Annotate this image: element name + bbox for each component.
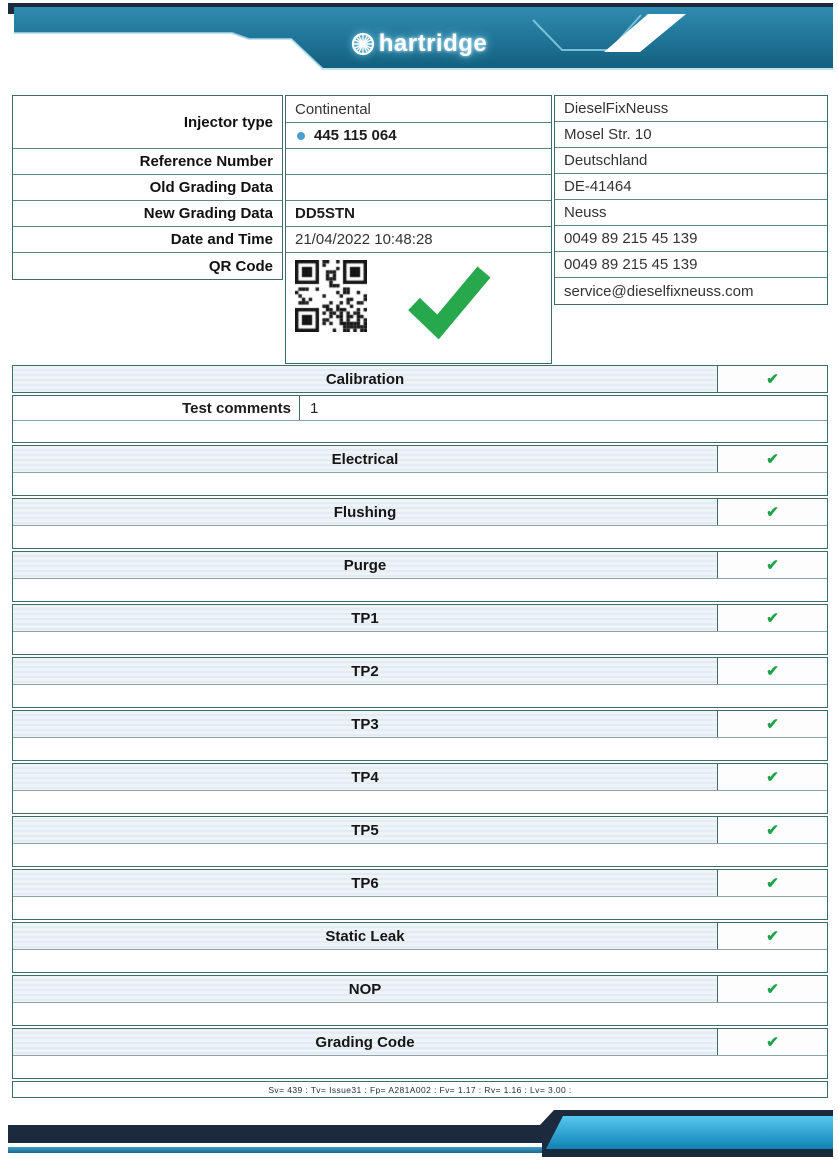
test-section-spacer-row bbox=[13, 737, 827, 760]
test-result-cell bbox=[717, 658, 827, 684]
test-section-tp1 bbox=[12, 604, 828, 655]
test-results-table bbox=[12, 365, 828, 1098]
test-section-header bbox=[13, 711, 827, 737]
value-old-grading-data bbox=[286, 175, 551, 201]
test-result-cell bbox=[717, 605, 827, 631]
test-result-cell bbox=[717, 446, 827, 472]
address-line: 0049 89 215 45 139 bbox=[555, 252, 827, 278]
test-section-header bbox=[13, 499, 827, 525]
test-result-cell bbox=[717, 711, 827, 737]
test-section-header bbox=[13, 1029, 827, 1055]
check-icon: ✔ bbox=[766, 927, 779, 945]
test-section-static-leak bbox=[12, 922, 828, 973]
test-result-cell bbox=[717, 552, 827, 578]
test-section-tp3 bbox=[12, 710, 828, 761]
footer-blue-band bbox=[546, 1116, 833, 1149]
address-line: service@dieselfixneuss.com bbox=[564, 282, 754, 300]
address-line: Deutschland bbox=[555, 148, 827, 174]
value-date-time: 21/04/2022 10:48:28 bbox=[286, 227, 551, 253]
test-section-header bbox=[13, 870, 827, 896]
test-section-title: TP6 bbox=[351, 874, 379, 892]
qr-code-image bbox=[295, 260, 367, 332]
test-section-title: TP5 bbox=[351, 821, 379, 839]
check-icon: ✔ bbox=[766, 450, 779, 468]
test-section-title: TP1 bbox=[351, 609, 379, 627]
label-old-grading-data: Old Grading Data bbox=[13, 175, 282, 201]
info-label-column bbox=[12, 95, 283, 280]
test-section-nop bbox=[12, 975, 828, 1026]
test-section-spacer-row bbox=[13, 525, 827, 548]
check-icon: ✔ bbox=[766, 874, 779, 892]
test-section-header bbox=[13, 764, 827, 790]
brand-name: hartridge bbox=[378, 30, 488, 57]
label-qr-code: QR Code bbox=[208, 257, 273, 275]
workshop-address-column bbox=[554, 95, 828, 305]
test-section-header bbox=[13, 552, 827, 578]
test-section-tp6 bbox=[12, 869, 828, 920]
test-section-spacer-row bbox=[13, 790, 827, 813]
check-icon: ✔ bbox=[766, 715, 779, 733]
qr-code-cell bbox=[286, 253, 551, 363]
label-new-grading-data: New Grading Data bbox=[13, 201, 282, 227]
test-comments-row bbox=[13, 396, 827, 420]
test-section-flushing bbox=[12, 498, 828, 549]
check-icon: ✔ bbox=[766, 980, 779, 998]
brand-logo bbox=[0, 30, 838, 58]
test-section-title: TP4 bbox=[351, 768, 379, 786]
test-section-spacer-row bbox=[13, 843, 827, 866]
test-section-calibration bbox=[12, 365, 828, 393]
test-section-spacer-row bbox=[13, 631, 827, 654]
test-result-cell bbox=[717, 976, 827, 1002]
check-icon: ✔ bbox=[766, 503, 779, 521]
value-manufacturer: Continental bbox=[286, 96, 551, 123]
test-section-header bbox=[13, 658, 827, 684]
value-new-grading-data: DD5STN bbox=[286, 201, 551, 227]
test-comments-box bbox=[12, 395, 828, 443]
test-section-title: Flushing bbox=[333, 503, 397, 521]
test-section-spacer-row bbox=[13, 896, 827, 919]
test-comments-label: Test comments bbox=[13, 396, 300, 420]
address-line: DE-41464 bbox=[555, 174, 827, 200]
test-section-spacer-row bbox=[13, 1055, 827, 1078]
test-section-header bbox=[13, 923, 827, 949]
test-result-cell bbox=[717, 870, 827, 896]
footer-banner bbox=[0, 1100, 838, 1165]
test-section-grading-code bbox=[12, 1028, 828, 1079]
test-result-cell bbox=[717, 366, 827, 392]
hartridge-wheel-icon bbox=[351, 32, 375, 56]
test-section-tp4 bbox=[12, 763, 828, 814]
test-result-cell bbox=[717, 923, 827, 949]
test-section-title: Calibration bbox=[325, 370, 405, 388]
address-line: Neuss bbox=[555, 200, 827, 226]
test-section-title: TP3 bbox=[351, 715, 379, 733]
label-reference-number: Reference Number bbox=[13, 149, 282, 175]
value-part-number: 445 115 064 bbox=[286, 123, 551, 149]
test-section-spacer-row bbox=[13, 1002, 827, 1025]
test-result-cell bbox=[717, 499, 827, 525]
footer-blue-line bbox=[8, 1147, 542, 1153]
check-icon: ✔ bbox=[766, 1033, 779, 1051]
test-comments-value: 1 bbox=[310, 399, 319, 417]
address-line: DieselFixNeuss bbox=[555, 96, 827, 122]
check-icon: ✔ bbox=[766, 370, 779, 388]
test-result-cell bbox=[717, 817, 827, 843]
test-section-purge bbox=[12, 551, 828, 602]
check-icon: ✔ bbox=[766, 556, 779, 574]
test-section-tp2 bbox=[12, 657, 828, 708]
test-section-header bbox=[13, 817, 827, 843]
test-section-spacer-row bbox=[13, 684, 827, 707]
test-section-spacer-row bbox=[13, 472, 827, 495]
label-date-and-time: Date and Time bbox=[13, 227, 282, 253]
test-section-title: Grading Code bbox=[315, 1033, 415, 1051]
version-info-line: Sv= 439 : Tv= Issue31 : Fp= A281A002 : Fv= 1.17 : Rv= 1.16 : Lv= 3.00 : bbox=[12, 1081, 828, 1098]
pass-check-icon bbox=[401, 261, 496, 341]
test-section-title: Static Leak bbox=[325, 927, 405, 945]
check-icon: ✔ bbox=[766, 609, 779, 627]
test-section-header bbox=[13, 605, 827, 631]
test-section-header bbox=[13, 446, 827, 472]
test-result-cell bbox=[717, 1029, 827, 1055]
test-section-title: Electrical bbox=[331, 450, 399, 468]
info-value-column bbox=[285, 95, 552, 364]
address-line: Mosel Str. 10 bbox=[555, 122, 827, 148]
test-section-title: NOP bbox=[348, 980, 382, 998]
check-icon: ✔ bbox=[766, 768, 779, 786]
check-icon: ✔ bbox=[766, 821, 779, 839]
test-section-header bbox=[13, 976, 827, 1002]
check-icon: ✔ bbox=[766, 662, 779, 680]
part-number-bullet-icon bbox=[297, 132, 305, 140]
test-section-header bbox=[13, 366, 827, 392]
test-comments-spacer-row bbox=[13, 420, 827, 442]
test-section-title: Purge bbox=[343, 556, 387, 574]
test-result-cell bbox=[717, 764, 827, 790]
value-reference-number bbox=[286, 149, 551, 175]
test-section-electrical bbox=[12, 445, 828, 496]
test-section-spacer-row bbox=[13, 578, 827, 601]
test-section-spacer-row bbox=[13, 949, 827, 972]
test-section-tp5 bbox=[12, 816, 828, 867]
address-line: 0049 89 215 45 139 bbox=[555, 226, 827, 252]
label-injector-type: Injector type bbox=[13, 96, 282, 149]
test-section-title: TP2 bbox=[351, 662, 379, 680]
